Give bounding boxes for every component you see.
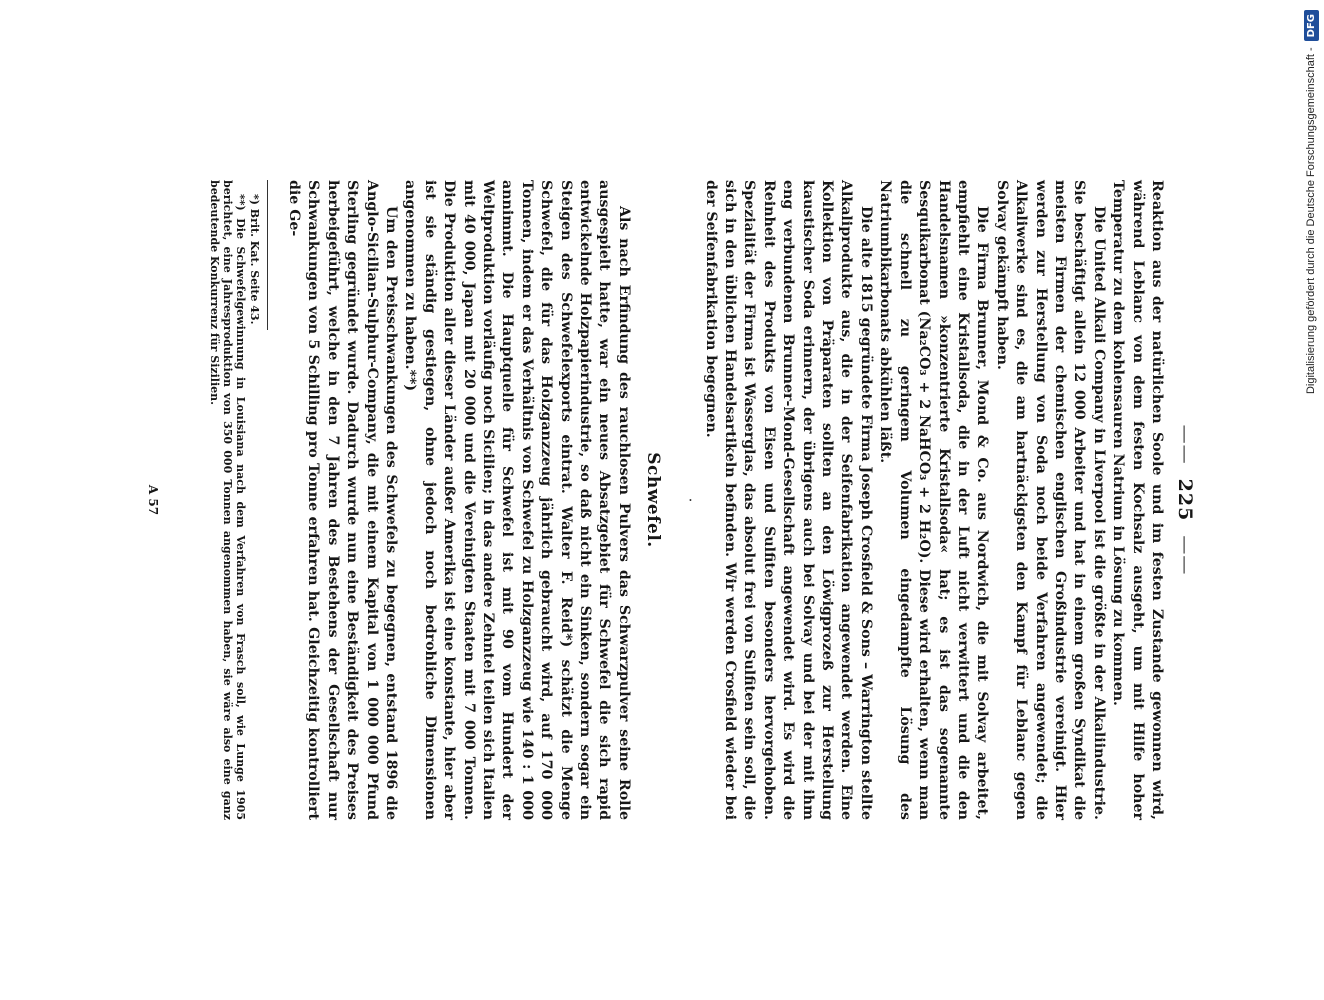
section-paragraph: Um den Preisschwankungen des Schwefels zu begegnen, entstand 1896 die Anglo-Sicilian-Sulphur-Company, die mit einem Kapital von 1 000 000 Pfund Sterling gegründet wurde. Dadurch wurde nun eine Beständigkeit des Preises herbeigeführt, welche in den 7 Jahren des Bestehens der Gesellschaft nur Schwankungen von 5 Schilling pro Tonne erfahren hat. Gleichzeitig kontrolliert die Ge- <box>285 180 399 820</box>
rotated-text-sheet <box>120 180 1200 820</box>
digitization-credit <box>1300 10 1322 910</box>
dfg-logo-icon: DFG <box>1304 10 1319 41</box>
section-title: Schwefel. <box>643 452 664 548</box>
footnote-divider <box>267 180 268 330</box>
credit-line <box>1300 10 1322 910</box>
paragraph: Die United Alkali Company in Liverpool ist die größte in der Alkaliindustrie. Sie beschäftigt allein 12 000 Arbeiter und hat in einem großen Syndikat die meisten Firmen der chemischen englischen Großindustrie vereinigt. Hier werden zur Herstellung von Soda noch beide Verfahren angewendet; die Alkaliwerke sind es, die am hartnäckigsten den Kampf für Leblanc gegen Solvay gekämpft haben. <box>993 180 1107 820</box>
footnote: *) Brit. Kat. Seite 43. <box>247 194 261 325</box>
header-dash-right: —— <box>1174 535 1196 576</box>
paragraph: Reaktion aus der natürlichen Soole und im festen Zustande gewonnen wird, während Leblanc von dem festen Kochsalz ausgeht, um mit Hilfe hoher Temperatur zu dem kohlensauren Natrium in Lösung zu kommen. <box>1110 180 1165 820</box>
page-number: 225 <box>1174 478 1196 522</box>
signature-mark: A 57 <box>146 484 160 516</box>
credit-text: Digitalisierung gefördert durch die Deutsche Forschungsgemeinschaft - <box>1305 47 1317 395</box>
page-number-header <box>1174 180 1196 820</box>
dot-mark: · <box>684 498 696 502</box>
paragraph: Die alte 1815 gegründete Firma Joseph Crosfield & Sons – Warrington stellte Alkaliprodukte aus, die in der Seifenfabrikation angewendet werden. Eine Kollektion von Präparaten sollten an den Löwigprozeß zur Herstellung kaustischer Soda erinnern, der übrigens auch bei Solvay und bei der mit ihm eng verbundenen Brunner-Mond-Gesellschaft angewendet wird. Es wird die Reinheit des Produkts von Eisen und Sulfiten besonders hervorgehoben. Spezialität der Firma ist Wasserglas, das absolut frei von Sulfiten sein soll, die sich in den üblichen Handelsartikeln befinden. Wir werden Crosfield wieder bei der Seifenfabrikation begegnen. <box>702 180 874 820</box>
paragraph: Die Firma Brunner, Mond & Co. aus Nordwich, die mit Solvay arbeitet, empfiehlt eine Kristallsoda, die in der Luft nicht verwittert und die den Handelsnamen »konzentrierte Kristallsoda« hat; es ist das sogenannte Sesquikarbonat (Na₂CO₃ + 2 NaHCO₃ + 2 H₂O). Diese wird erhalten, wenn man die schnell zu geringem Volumen eingedampfte Lösung des Natriumbikarbonats abkühlen läßt. <box>877 180 991 820</box>
section-paragraph: Als nach Erfindung des rauchlosen Pulvers das Schwarzpulver seine Rolle ausgespielt hatte, war ein neues Absatzgebiet für Schwefel die sich rapid entwickelnde Holzpapierindustrie, so daß nicht ein Sinken, sondern sogar ein Steigen des Schwefelexports eintrat. Walter F. Reid*) schätzt die Menge Schwefel, die für das Holzganzzeug jährlich gebraucht wird, auf 170 000 Tonnen, indem er das Verhältnis von Schwefel zu Holzganzzeug wie 140 : 1 000 annimmt. Die Hauptquelle für Schwefel ist mit 90 vom Hundert der Weltproduktion vorläufig noch Sicilien; in das andere Zehntel teilen sich Italien mit 40 000, Japan mit 20 000 und die Vereinigten Staaten mit 7 000 Tonnen. Die Produktion aller dieser Länder außer Amerika ist eine konstante, hier aber ist sie ständig gestiegen, ohne jedoch noch bedrohliche Dimensionen angenommen zu haben.**) <box>402 180 632 820</box>
header-dash-left: —— <box>1174 424 1196 465</box>
footnotes <box>208 180 261 820</box>
footnote: **) Die Schwefelgewinnung in Louisiana nach dem Verfahren von Frasch soll, wie Lunge 1905 berichtet, eine Jahresproduktion von 350 000 Tonnen angenommen haben, sie wäre also eine ganz bedeutende Konkurrenz für Sizilien. <box>207 180 247 820</box>
body-text <box>207 180 1166 820</box>
